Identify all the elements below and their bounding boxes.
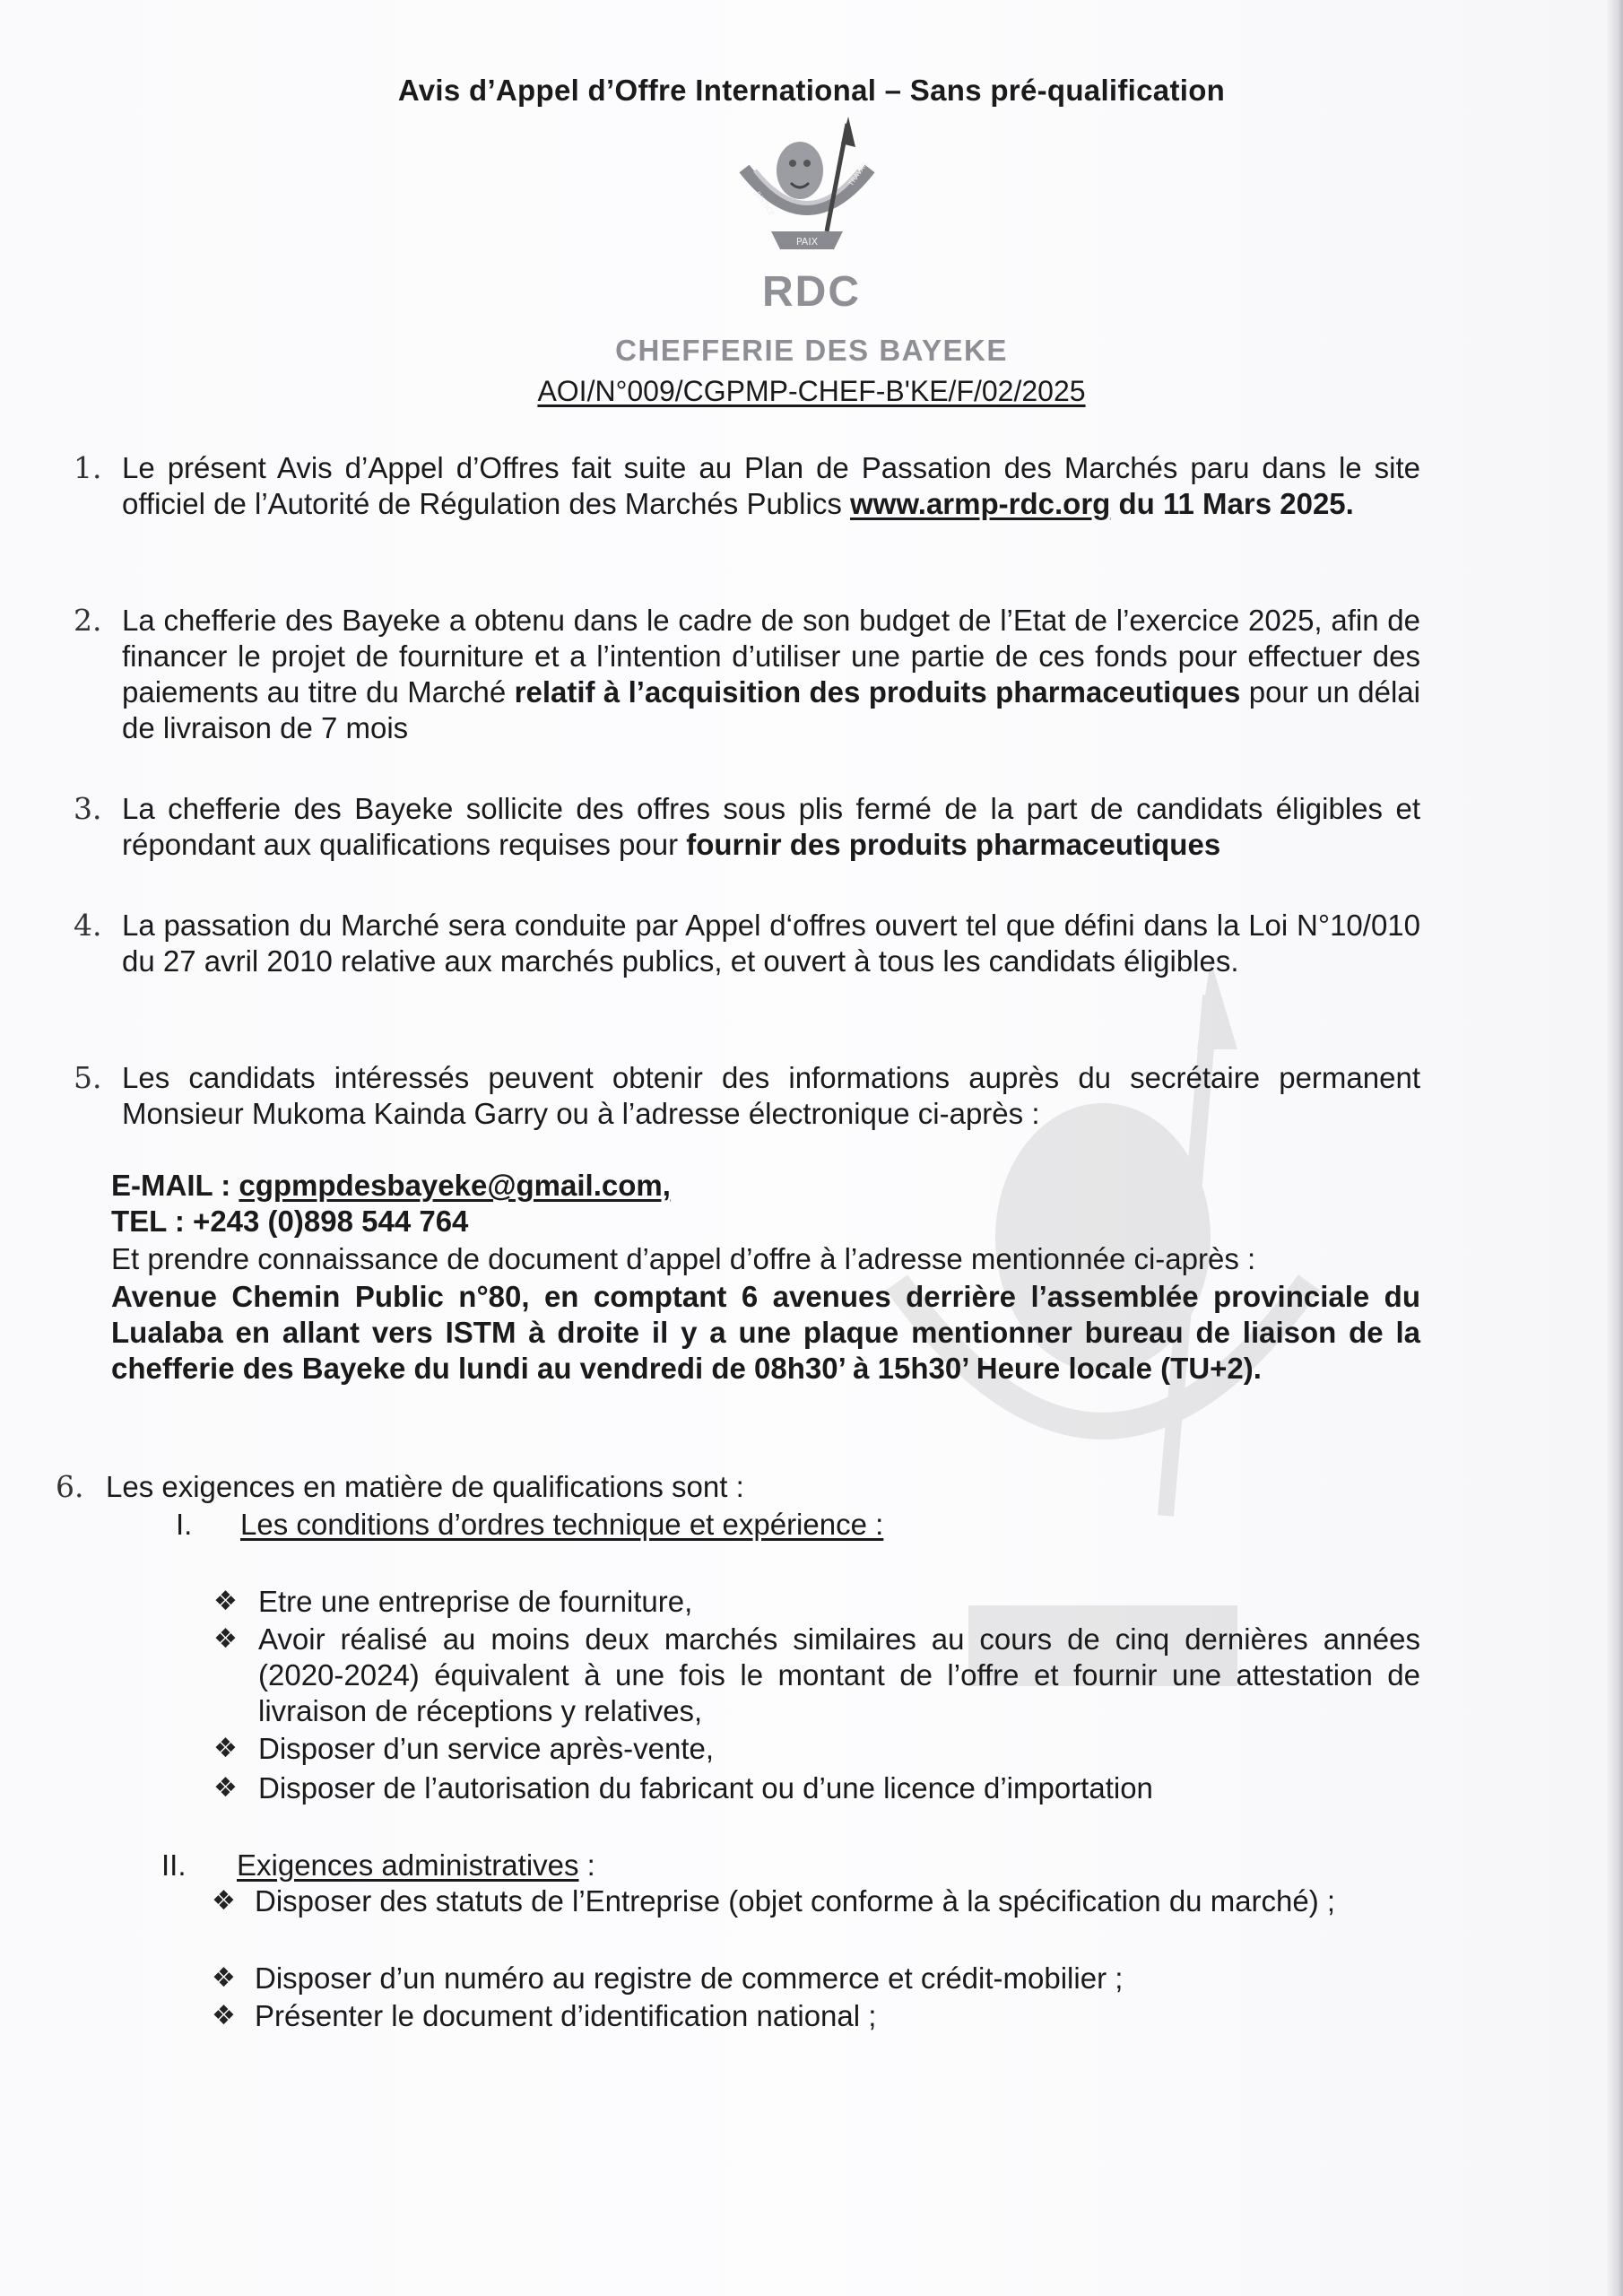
armp-website-link[interactable]: www.armp-rdc.org — [850, 487, 1111, 520]
administrative-requirement-2: Disposer d’un numéro au registre de commerce et crédit-mobilier ; — [255, 1961, 1124, 1995]
section-6-number: 6. — [56, 1469, 84, 1504]
bullet-icon: ❖ — [212, 1886, 236, 1916]
section-3-number: 3. — [74, 791, 102, 826]
subsection-1-title-text: Les conditions d’ordres technique et expérience : — [240, 1508, 884, 1541]
section-1-paragraph — [122, 450, 1420, 522]
reference-text: AOI/N°009/CGPMP-CHEF-B'KE/F/02/2025 — [537, 375, 1086, 407]
email-line — [111, 1168, 1420, 1204]
emblem-justice-text: JUSTICE — [753, 189, 777, 218]
subsection-2-title-suffix: : — [578, 1848, 595, 1882]
bullet-icon: ❖ — [213, 1624, 238, 1654]
emblem-paix-text: PAIX — [795, 236, 819, 248]
email-label: E-MAIL : — [111, 1169, 239, 1202]
subsection-1-title — [240, 1507, 1406, 1543]
section-5-paragraph: Les candidats intéressés peuvent obtenir des informations auprès du secrétaire permanent Monsieur Mukoma Kainda Garry ou à l’adresse électronique ci-après : — [122, 1061, 1420, 1130]
section-3-text: La chefferie des Bayeke sollicite des offres sous plis fermé de la part de candidats éligibles et répondant aux qualifications requises pour — [122, 792, 1420, 861]
phone-line — [111, 1204, 1420, 1239]
technical-requirement-2: Avoir réalisé au moins deux marchés similaires au cours de cinq dernières années (2020-2024) équivalent à une fois le montant de l’offre et fournir une attestation de livraison de réceptions y relatives, — [258, 1622, 1420, 1727]
administrative-requirement-1: Disposer des statuts de l’Entreprise (objet conforme à la spécification du marché) ; — [255, 1884, 1336, 1918]
section-3-paragraph — [122, 791, 1420, 863]
section-2-number: 2. — [74, 603, 102, 638]
technical-requirement-4: Disposer de l’autorisation du fabricant ou d’une licence d’importation — [258, 1771, 1153, 1805]
section-4-paragraph: La passation du Marché sera conduite par Appel d‘offres ouvert tel que défini dans la Loi N°10/010 du 27 avril 2010 relative aux marchés publics, et ouvert à tous les candidats éligibles. — [122, 909, 1420, 978]
document-consultation-text: Et prendre connaissance de document d’appel d’offre à l’adresse mentionnée ci-après : — [111, 1242, 1256, 1275]
country-label: RDC — [762, 268, 861, 316]
bullet-icon: ❖ — [212, 2001, 236, 2031]
document-title: Avis d’Appel d’Offre International – Sans pré-qualification — [397, 74, 1226, 107]
administrative-requirement-3: Présenter le document d’identification national ; — [255, 1999, 877, 2032]
office-address: Avenue Chemin Public n°80, en comptant 6 avenues derrière l’assemblée provinciale du Lualaba en allant vers ISTM à droite il y a une plaque mentionner bureau de liaison de la chefferie des Bayeke du lundi au vendredi de 08h30’ à 15h30’ Heure locale (TU+2). — [111, 1280, 1420, 1385]
bullet-icon: ❖ — [213, 1734, 238, 1763]
coat-of-arms-emblem — [717, 115, 897, 267]
entity-name: CHEFFERIE DES BAYEKE — [615, 334, 1008, 367]
subsection-2-title — [237, 1848, 1402, 1883]
section-6-intro: Les exigences en matière de qualifications sont : — [106, 1470, 744, 1503]
section-2-paragraph — [122, 603, 1420, 746]
technical-requirement-3: Disposer d’un service après-vente, — [258, 1732, 715, 1765]
bullet-icon: ❖ — [213, 1773, 238, 1803]
section-2-text: La chefferie des Bayeke a obtenu dans le cadre de son budget de l’Etat de l’exercice 2025, afin de financer le projet de fourniture et a l’intention d’utiliser une partie de ces fonds pour effectuer des paiements au titre du Marché — [122, 604, 1420, 709]
section-1-number: 1. — [74, 450, 102, 485]
section-2-delay: pour un délai de livraison de 7 mois — [122, 675, 1420, 744]
email-link[interactable]: cgpmpdesbayeke@gmail.com, — [239, 1169, 671, 1202]
bullet-icon: ❖ — [212, 1963, 236, 1993]
section-2-object: relatif à l’acquisition des produits pharmaceutiques — [514, 675, 1241, 709]
subsection-1-numeral: I. — [176, 1508, 193, 1541]
bullet-icon: ❖ — [213, 1587, 238, 1616]
emblem-travail-text: TRAVAIL — [846, 159, 871, 188]
section-5-number: 5. — [74, 1060, 102, 1095]
subsection-2-numeral: II. — [161, 1848, 187, 1882]
section-1-text: Le présent Avis d’Appel d’Offres fait suite au Plan de Passation des Marchés paru dans le site officiel de l’Autorité de Régulation des Marchés Publics — [122, 451, 1420, 520]
subsection-2-title-text: Exigences administratives — [237, 1848, 579, 1882]
technical-requirement-1: Etre une entreprise de fourniture, — [258, 1585, 693, 1618]
reference-number — [0, 375, 1623, 408]
phone-number: TEL : +243 (0)898 544 764 — [111, 1205, 469, 1238]
section-3-object: fournir des produits pharmaceutiques — [686, 828, 1221, 861]
section-4-number: 4. — [74, 908, 102, 943]
section-1-date: du 11 Mars 2025. — [1110, 487, 1354, 520]
